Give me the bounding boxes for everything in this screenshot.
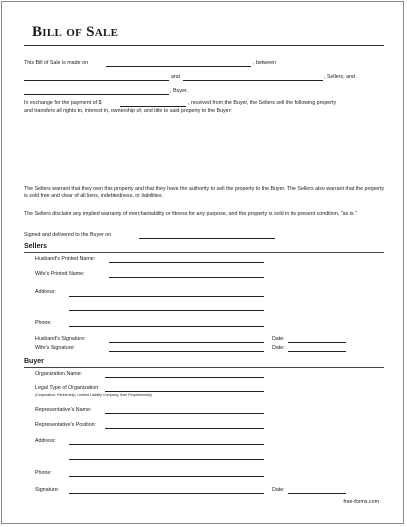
property-description-area[interactable]: [24, 118, 384, 182]
exchange-prefix: In exchange for the payment of $: [24, 100, 102, 106]
buyer-date-label: Date:: [272, 487, 285, 493]
legal-type-field[interactable]: [105, 391, 264, 392]
buyer-heading: Buyer: [24, 358, 44, 365]
date-made-field[interactable]: [106, 66, 251, 67]
wife-date-label: Date:: [272, 345, 285, 351]
wife-name-label: Wife's Printed Name:: [35, 271, 85, 277]
buyer-address-label: Address:: [35, 438, 56, 444]
husband-signature-field[interactable]: [109, 342, 264, 343]
buyer-signature-label: Signature:: [35, 487, 60, 493]
husband-name-label: Husband's Printed Name:: [35, 256, 96, 262]
buyer-date-field[interactable]: [288, 493, 346, 494]
intro-between: , between: [253, 60, 276, 66]
rep-position-field[interactable]: [105, 428, 264, 429]
sellers-rule: [24, 252, 384, 253]
seller1-name-field[interactable]: [24, 80, 169, 81]
org-name-field[interactable]: [105, 377, 264, 378]
legal-type-note: (Corporation, Partnership, Limited Liability Company, Sole Proprietorship): [35, 393, 152, 397]
husband-name-field[interactable]: [109, 262, 264, 263]
buyer-name-field[interactable]: [24, 94, 169, 95]
husband-date-field[interactable]: [288, 342, 346, 343]
intro-sellers-and: , Sellers, and: [324, 74, 355, 80]
wife-signature-label: Wife's Signature:: [35, 345, 75, 351]
exchange-suffix: , received from the Buyer, the Sellers sell the following property: [188, 100, 337, 106]
sellers-phone-label: Phone:: [35, 320, 52, 326]
wife-signature-field[interactable]: [109, 351, 264, 352]
buyer-address-line-1[interactable]: [69, 444, 264, 445]
intro-buyer: , Buyer.: [170, 88, 188, 94]
sellers-heading: Sellers: [24, 243, 47, 250]
exchange-transfer: and transfers all rights to, interest in, ownership of, and title to said property to the Buyer:: [24, 108, 232, 114]
title-underline: [24, 45, 384, 46]
warranty-paragraph-1: The Sellers warrant that they own this property and that they have the authority to sell the property to the Buyer. The Sellers also warrant that the property is sold free and clear of all liens, indebtedness, or liabilities.: [24, 186, 384, 199]
buyer-phone-label: Phone:: [35, 470, 52, 476]
rep-position-label: Representative's Position:: [35, 422, 97, 428]
signed-delivered-label: Signed and delivered to the Buyer on: [24, 232, 112, 238]
document-title: Bill of Sale: [32, 24, 119, 40]
sellers-address-line-1[interactable]: [69, 296, 264, 297]
buyer-rule: [24, 367, 384, 368]
intro-and: and: [171, 74, 180, 80]
sellers-address-label: Address:: [35, 289, 56, 295]
husband-signature-label: Husband's Signature:: [35, 336, 86, 342]
sellers-phone-field[interactable]: [69, 326, 264, 327]
legal-type-label: Legal Type of Organization:: [35, 385, 100, 391]
warranty-paragraph-2: The Sellers disclaim any implied warranty of merchantability or fitness for any purpose, and the property is sold in its present condition, "as is.": [24, 211, 357, 217]
payment-amount-field[interactable]: [120, 106, 186, 107]
footer-source: free-forms.com: [343, 499, 379, 505]
sellers-address-line-2[interactable]: [69, 310, 264, 311]
org-name-label: Organization Name:: [35, 371, 83, 377]
seller2-name-field[interactable]: [183, 80, 323, 81]
wife-name-field[interactable]: [109, 277, 264, 278]
intro-made-on: This Bill of Sale is made on: [24, 60, 88, 66]
delivery-date-field[interactable]: [139, 238, 275, 239]
rep-name-label: Representative's Name:: [35, 407, 92, 413]
bill-of-sale-form: [1, 1, 404, 524]
buyer-address-line-2[interactable]: [69, 459, 264, 460]
buyer-phone-field[interactable]: [69, 476, 264, 477]
wife-date-field[interactable]: [288, 351, 346, 352]
buyer-signature-field[interactable]: [69, 493, 264, 494]
husband-date-label: Date:: [272, 336, 285, 342]
rep-name-field[interactable]: [105, 413, 264, 414]
